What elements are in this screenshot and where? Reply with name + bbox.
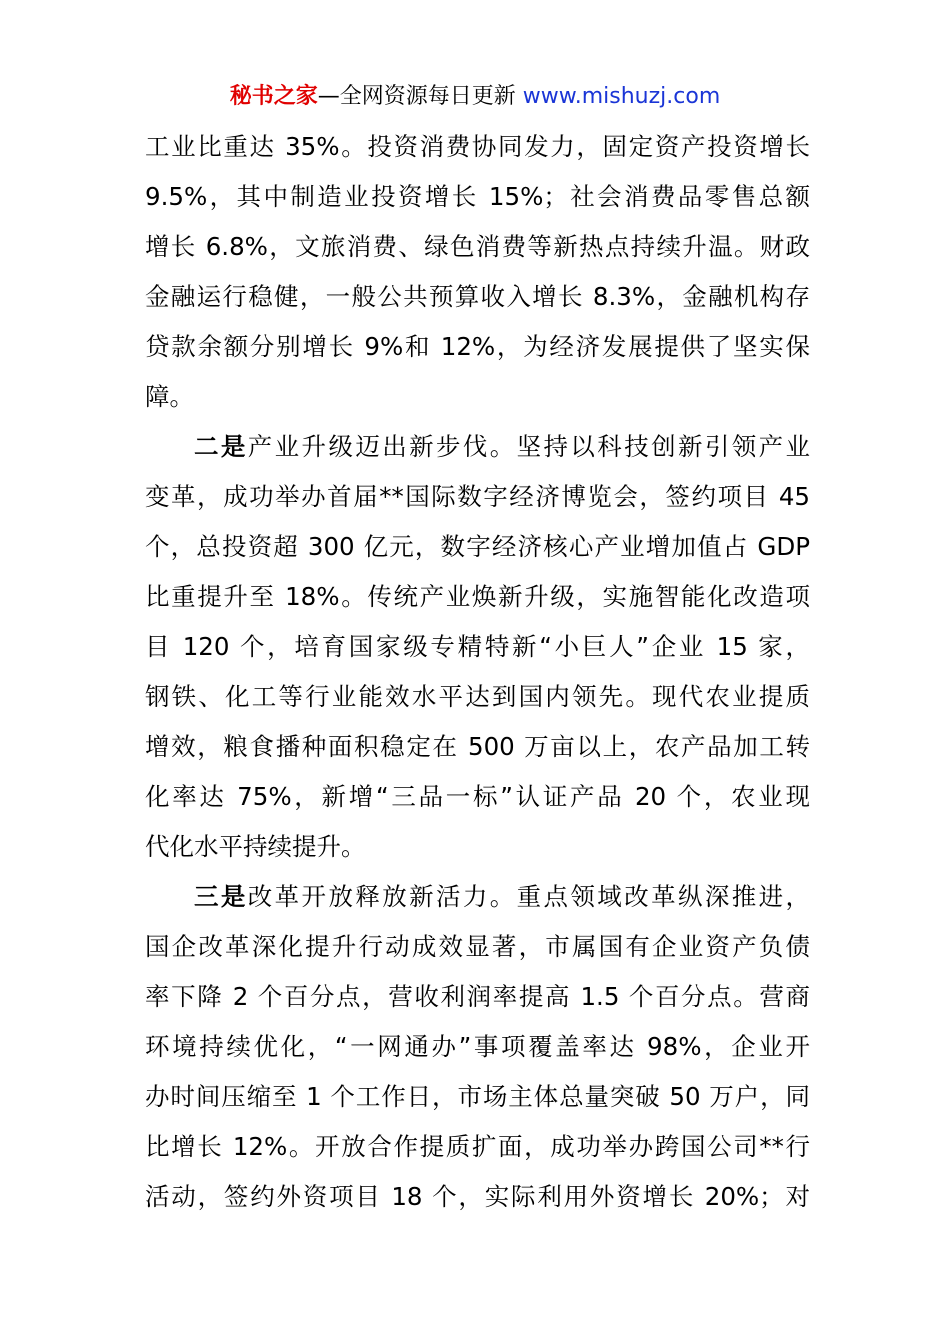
text-line: 比增长 12%。开放合作提质扩面，成功举办跨国公司**行 xyxy=(145,1132,810,1161)
text-line: 钢铁、化工等行业能效水平达到国内领先。现代农业提质 xyxy=(145,682,810,711)
text-span: 改革开放释放新活力。重点领域改革纵深推进， xyxy=(247,882,811,911)
site-tagline: —全网资源每日更新 xyxy=(317,84,516,109)
text-line: 金融运行稳健，一般公共预算收入增长 8.3%，金融机构存 xyxy=(145,282,810,311)
text-span: 产业升级迈出新步伐。坚持以科技创新引领产业 xyxy=(247,432,811,461)
text-line xyxy=(145,422,810,472)
text-line: 代化水平持续提升。 xyxy=(145,832,366,861)
document-body xyxy=(145,122,810,1222)
paragraph xyxy=(145,872,810,1222)
text-line: 活动，签约外资项目 18 个，实际利用外资增长 20%；对 xyxy=(145,1182,810,1211)
text-line: 障。 xyxy=(145,382,194,411)
text-line: 增效，粮食播种面积稳定在 500 万亩以上，农产品加工转 xyxy=(145,732,810,761)
text-line: 贷款余额分别增长 9%和 12%，为经济发展提供了坚实保 xyxy=(145,332,810,361)
text-line: 目 120 个，培育国家级专精特新“小巨人”企业 15 家， xyxy=(145,632,810,661)
text-line: 国企改革深化提升行动成效显著，市属国有企业资产负债 xyxy=(145,932,810,961)
text-line: 9.5%，其中制造业投资增长 15%；社会消费品零售总额 xyxy=(145,182,810,211)
text-line: 比重提升至 18%。传统产业焕新升级，实施智能化改造项 xyxy=(145,582,810,611)
text-line: 环境持续优化，“一网通办”事项覆盖率达 98%，企业开 xyxy=(145,1032,810,1061)
text-line: 率下降 2 个百分点，营收利润率提高 1.5 个百分点。营商 xyxy=(145,982,810,1011)
text-line: 个，总投资超 300 亿元，数字经济核心产业增加值占 GDP xyxy=(145,532,810,561)
site-url-link[interactable]: www.mishuzj.com xyxy=(522,84,721,109)
paragraph-lead: 二是 xyxy=(194,432,248,461)
text-line xyxy=(145,872,810,922)
paragraph xyxy=(145,122,810,422)
paragraph-lead: 三是 xyxy=(194,882,248,911)
text-line: 增长 6.8%，文旅消费、绿色消费等新热点持续升温。财政 xyxy=(145,232,810,261)
site-header xyxy=(0,82,950,112)
text-line: 变革，成功举办首届**国际数字经济博览会，签约项目 45 xyxy=(145,482,810,511)
text-line: 化率达 75%，新增“三品一标”认证产品 20 个，农业现 xyxy=(145,782,810,811)
text-line: 工业比重达 35%。投资消费协同发力，固定资产投资增长 xyxy=(145,132,810,161)
text-line: 办时间压缩至 1 个工作日，市场主体总量突破 50 万户，同 xyxy=(145,1082,810,1111)
site-brand: 秘书之家 xyxy=(229,84,318,109)
paragraph xyxy=(145,422,810,872)
